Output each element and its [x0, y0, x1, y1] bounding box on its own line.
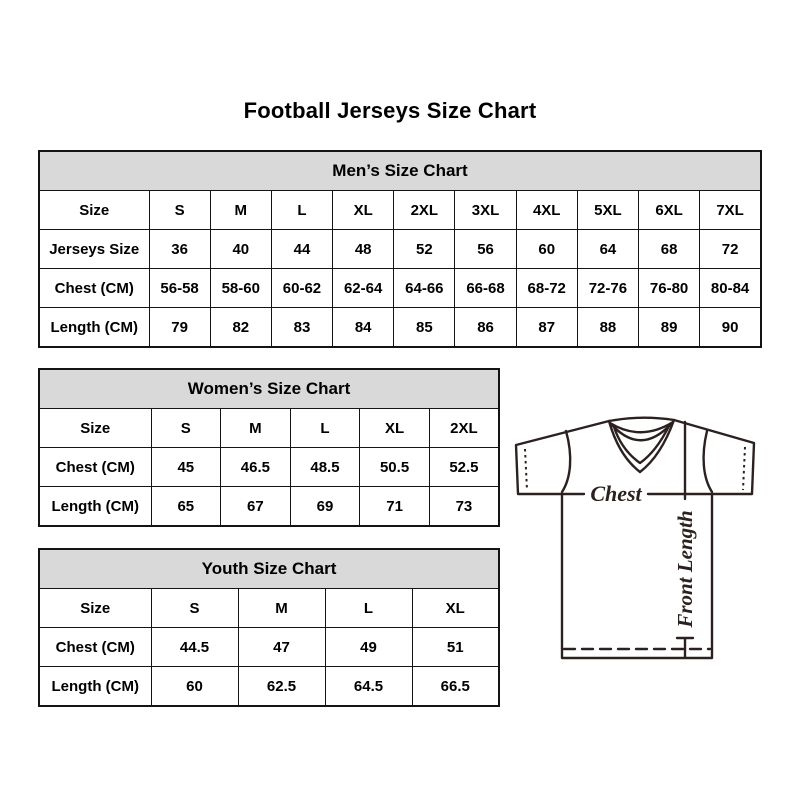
value-cell: 64-66: [394, 269, 455, 308]
men-table-title: Men’s Size Chart: [39, 151, 761, 191]
value-cell: 62.5: [238, 667, 325, 707]
value-cell: 50.5: [360, 448, 430, 487]
womens-size-chart-table: [38, 368, 500, 527]
value-cell: 89: [639, 308, 700, 348]
value-cell: 64.5: [325, 667, 412, 707]
table-row: [39, 448, 499, 487]
youth-table-title-row: [39, 549, 499, 589]
value-cell: 58-60: [210, 269, 271, 308]
value-cell: XL: [360, 409, 430, 448]
left-armhole-seam: [562, 431, 570, 492]
jersey-outline-path: [516, 420, 754, 658]
value-cell: 64: [577, 230, 638, 269]
value-cell: 56: [455, 230, 516, 269]
row-label-cell: Jerseys Size: [39, 230, 149, 269]
value-cell: 68-72: [516, 269, 577, 308]
value-cell: 83: [271, 308, 332, 348]
table-row: [39, 308, 761, 348]
value-cell: 52: [394, 230, 455, 269]
collar-opening-line: [609, 418, 674, 421]
value-cell: 45: [151, 448, 221, 487]
value-cell: XL: [412, 589, 499, 628]
value-cell: 46.5: [221, 448, 291, 487]
value-cell: 67: [221, 487, 291, 527]
value-cell: S: [151, 589, 238, 628]
value-cell: XL: [333, 191, 394, 230]
mens-size-chart-table: [38, 150, 762, 348]
value-cell: 88: [577, 308, 638, 348]
value-cell: 90: [700, 308, 761, 348]
value-cell: 84: [333, 308, 394, 348]
row-label-cell: Size: [39, 589, 151, 628]
table-row: [39, 487, 499, 527]
men-table-title-row: [39, 151, 761, 191]
value-cell: 76-80: [639, 269, 700, 308]
value-cell: 79: [149, 308, 210, 348]
table-row: [39, 628, 499, 667]
value-cell: 73: [429, 487, 499, 527]
row-label-cell: Chest (CM): [39, 628, 151, 667]
value-cell: 47: [238, 628, 325, 667]
youth-size-chart-table: [38, 548, 500, 707]
value-cell: S: [149, 191, 210, 230]
left-cuff-stitch-line: [525, 449, 527, 490]
value-cell: 5XL: [577, 191, 638, 230]
value-cell: 56-58: [149, 269, 210, 308]
value-cell: 6XL: [639, 191, 700, 230]
value-cell: M: [210, 191, 271, 230]
value-cell: 72-76: [577, 269, 638, 308]
value-cell: 80-84: [700, 269, 761, 308]
value-cell: 48: [333, 230, 394, 269]
row-label-cell: Length (CM): [39, 487, 151, 527]
value-cell: 60-62: [271, 269, 332, 308]
value-cell: 7XL: [700, 191, 761, 230]
value-cell: 66-68: [455, 269, 516, 308]
value-cell: M: [221, 409, 291, 448]
value-cell: L: [271, 191, 332, 230]
table-row: [39, 269, 761, 308]
value-cell: 44.5: [151, 628, 238, 667]
women-table-title: Women’s Size Chart: [39, 369, 499, 409]
value-cell: 40: [210, 230, 271, 269]
table-row: [39, 191, 761, 230]
chest-label: Chest: [590, 481, 642, 506]
value-cell: 49: [325, 628, 412, 667]
front-length-label: Front Length: [673, 510, 697, 628]
value-cell: 36: [149, 230, 210, 269]
jersey-measurement-diagram: [500, 398, 772, 690]
table-row: [39, 589, 499, 628]
table-row: [39, 667, 499, 707]
value-cell: S: [151, 409, 221, 448]
value-cell: 71: [360, 487, 430, 527]
value-cell: 87: [516, 308, 577, 348]
row-label-cell: Chest (CM): [39, 448, 151, 487]
value-cell: L: [290, 409, 360, 448]
value-cell: 72: [700, 230, 761, 269]
value-cell: 62-64: [333, 269, 394, 308]
value-cell: 65: [151, 487, 221, 527]
women-table-title-row: [39, 369, 499, 409]
row-label-cell: Size: [39, 191, 149, 230]
value-cell: 51: [412, 628, 499, 667]
table-row: [39, 230, 761, 269]
value-cell: 2XL: [394, 191, 455, 230]
value-cell: 60: [151, 667, 238, 707]
youth-table-title: Youth Size Chart: [39, 549, 499, 589]
value-cell: 68: [639, 230, 700, 269]
value-cell: 66.5: [412, 667, 499, 707]
value-cell: 85: [394, 308, 455, 348]
value-cell: 3XL: [455, 191, 516, 230]
row-label-cell: Size: [39, 409, 151, 448]
value-cell: 52.5: [429, 448, 499, 487]
right-armhole-seam: [704, 431, 712, 492]
value-cell: 60: [516, 230, 577, 269]
value-cell: 82: [210, 308, 271, 348]
value-cell: 48.5: [290, 448, 360, 487]
value-cell: 86: [455, 308, 516, 348]
page-title: Football Jerseys Size Chart: [243, 98, 537, 123]
value-cell: L: [325, 589, 412, 628]
value-cell: 69: [290, 487, 360, 527]
row-label-cell: Length (CM): [39, 667, 151, 707]
table-row: [39, 409, 499, 448]
value-cell: 44: [271, 230, 332, 269]
value-cell: 4XL: [516, 191, 577, 230]
right-cuff-stitch-line: [743, 447, 745, 490]
value-cell: 2XL: [429, 409, 499, 448]
row-label-cell: Chest (CM): [39, 269, 149, 308]
value-cell: M: [238, 589, 325, 628]
row-label-cell: Length (CM): [39, 308, 149, 348]
